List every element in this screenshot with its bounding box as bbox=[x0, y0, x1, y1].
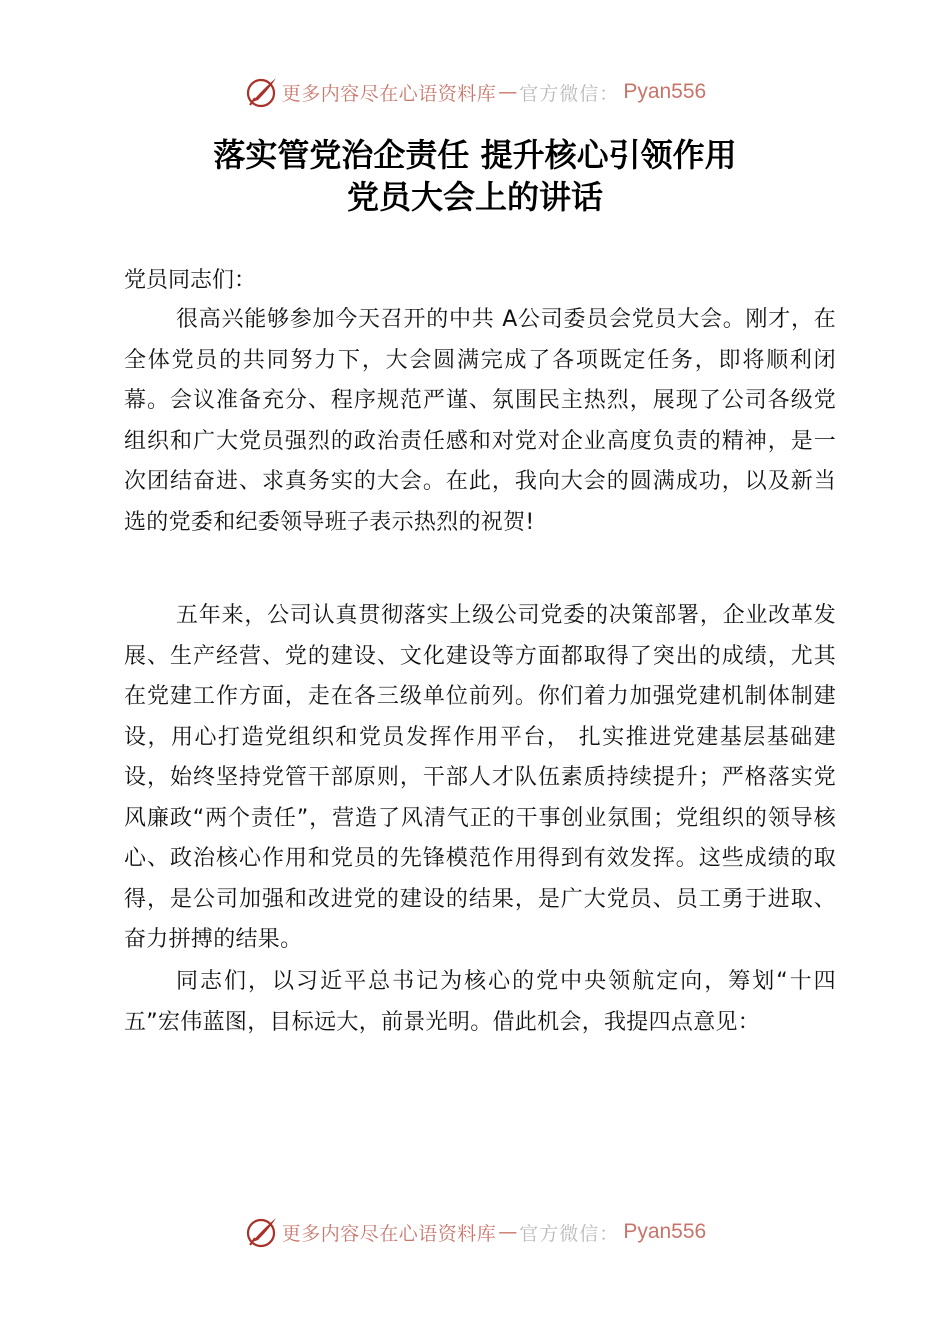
quill-pen-logo-icon bbox=[244, 74, 280, 110]
footer-banner bbox=[0, 1214, 950, 1250]
salutation: 党员同志们： bbox=[124, 268, 257, 293]
header-banner bbox=[0, 74, 950, 110]
footer-separator: — bbox=[498, 1221, 518, 1243]
banner-separator: — bbox=[498, 81, 518, 103]
document-title-line1: 落实管党治企责任 提升核心引领作用 bbox=[213, 136, 737, 174]
quill-pen-logo-icon bbox=[244, 1214, 280, 1250]
banner-wechat-id: Pyan556 bbox=[623, 80, 707, 103]
footer-promo-text: 更多内容尽在心语资料库 bbox=[281, 1222, 497, 1245]
document-title-line2: 党员大会上的讲话 bbox=[346, 178, 603, 216]
banner-promo-text: 更多内容尽在心语资料库 bbox=[281, 82, 497, 105]
body-paragraph-2: 五年来，公司认真贯彻落实上级公司党委的决策部署，企业改革发展、生产经营、党的建设、文化建设等方面都取得了突出的成绩，尤其在党建工作方面，走在各三级单位前列。你们着力加强党建机制体制建设，用心打造党组织和党员发挥作用平台， 扎实推进党建基层基础建设，始终坚持党管干部原则，干部人才队伍素质持续提升；严格落实党风廉政“两个责任”，营造了风清气正的干事创业氛围；党组织的领导核心、政治核心作用和党员的先锋模范作用得到有效发挥。这些成绩的取得，是公司加强和改进党的建设的结果，是广大党员、员工勇于进取、奋力拼搏的结果。 bbox=[124, 603, 836, 952]
footer-wechat-id: Pyan556 bbox=[623, 1220, 707, 1243]
banner-wechat-label: 官方微信： bbox=[519, 82, 620, 105]
body-paragraph-3: 同志们，以习近平总书记为核心的党中央领航定向，筹划“十四五”宏伟蓝图，目标远大，前景光明。借此机会，我提四点意见： bbox=[124, 969, 836, 1035]
body-paragraph-1: 很高兴能够参加今天召开的中共 A公司委员会党员大会。刚才，在全体党员的共同努力下，大会圆满完成了各项既定任务，即将顺利闭幕。会议准备充分、程序规范严谨、氛围民主热烈，展现了公司各级党组织和广大党员强烈的政治责任感和对党对企业高度负责的精神，是一次团结奋进、求真务实的大会。在此，我向大会的圆满成功，以及新当选的党委和纪委领导班子表示热烈的祝贺! bbox=[124, 307, 836, 535]
footer-wechat-label: 官方微信： bbox=[519, 1222, 620, 1245]
